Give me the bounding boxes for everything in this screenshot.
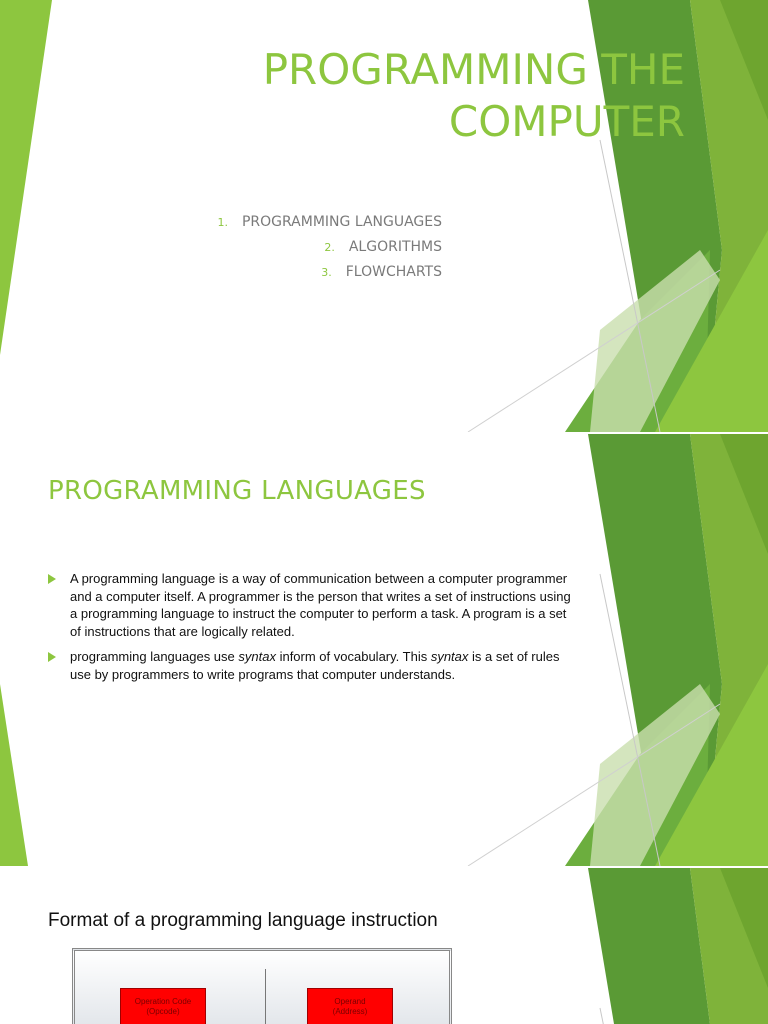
bullet-text-part: programming languages use bbox=[70, 649, 239, 664]
title-slide bbox=[0, 0, 768, 432]
slide-title: PROGRAMMING LANGUAGES bbox=[48, 476, 426, 506]
slide-title: Format of a programming language instruction bbox=[48, 910, 438, 931]
topic-number: 3. bbox=[321, 266, 332, 279]
title-line-2: COMPUTER bbox=[448, 97, 685, 146]
emphasis-syntax: syntax bbox=[430, 649, 469, 664]
topic-item-2 bbox=[0, 235, 442, 260]
topic-item-1 bbox=[0, 210, 442, 235]
presentation-title bbox=[125, 44, 685, 148]
opcode-box bbox=[120, 988, 206, 1024]
bullet-list bbox=[48, 570, 578, 691]
bullet-text-part: is a set of rules use by programmers to write programs that computer understands. bbox=[70, 649, 560, 682]
left-green-wedge bbox=[0, 684, 28, 866]
opcode-label: Operation Code bbox=[134, 997, 192, 1006]
topic-label: ALGORITHMS bbox=[348, 239, 442, 255]
format-slide bbox=[0, 868, 768, 1024]
emphasis-syntax: syntax bbox=[238, 649, 276, 664]
topic-label: FLOWCHARTS bbox=[345, 264, 442, 280]
opcode-sublabel: (Opcode) bbox=[146, 1007, 180, 1016]
topic-item-3 bbox=[0, 260, 442, 285]
operand-label: Operand bbox=[334, 997, 366, 1006]
topic-label: PROGRAMMING LANGUAGES bbox=[241, 214, 442, 230]
bullet-text: A programming language is a way of communication between a computer programmer and a computer itself. A programmer is the person that writes a set of instructions using a programming language to instruct the computer to perform a task. A program is a set of instructions that are logically related. bbox=[70, 571, 571, 639]
operand-box bbox=[307, 988, 393, 1024]
bullet-arrow-icon bbox=[48, 574, 56, 584]
topic-number: 2. bbox=[324, 241, 335, 254]
diagram-divider bbox=[265, 969, 266, 1024]
content-slide bbox=[0, 434, 768, 866]
bullet-item-1 bbox=[48, 570, 578, 640]
operand-sublabel: (Address) bbox=[332, 1007, 368, 1016]
bullet-arrow-icon bbox=[48, 652, 56, 662]
instruction-format-diagram bbox=[72, 948, 452, 1024]
bullet-text-part: inform of vocabulary. This bbox=[275, 649, 431, 664]
topic-number: 1. bbox=[217, 216, 228, 229]
topics-list bbox=[0, 210, 442, 285]
left-green-wedge bbox=[0, 0, 52, 355]
bullet-item-2 bbox=[48, 648, 578, 683]
title-line-1: PROGRAMMING THE bbox=[262, 45, 685, 94]
